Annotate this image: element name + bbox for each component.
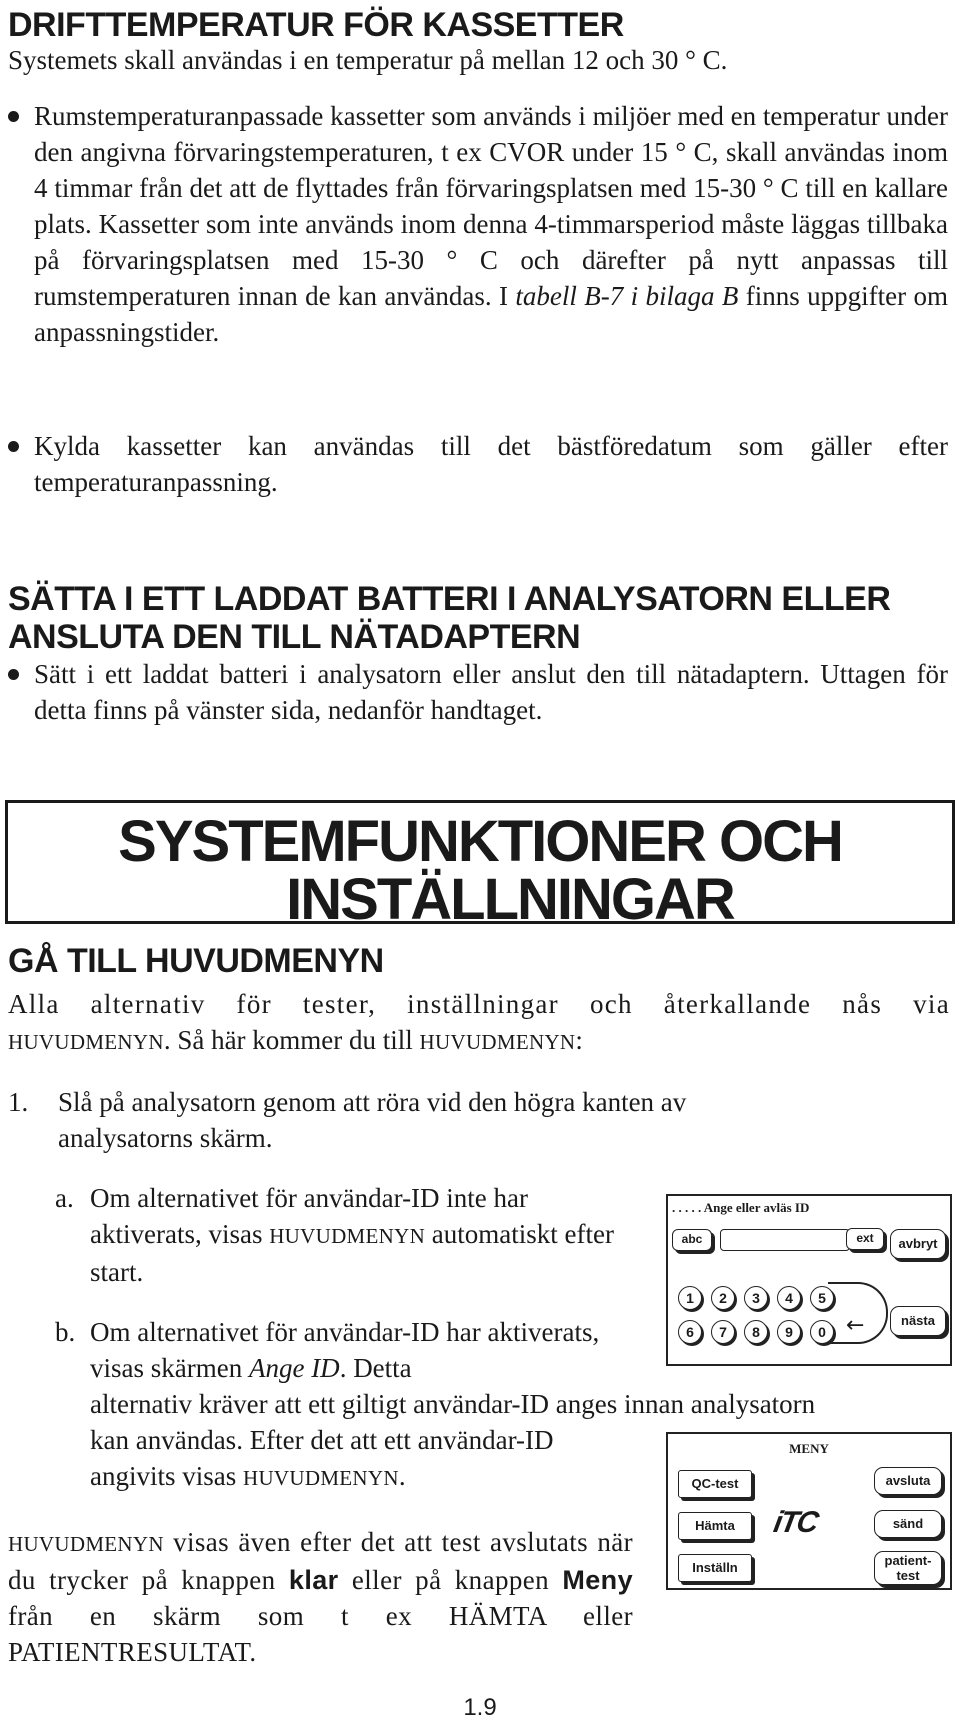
- screen-title-text: Ange eller avläs ID: [703, 1200, 810, 1215]
- chapter-title-box: [5, 800, 955, 932]
- text: . Detta: [339, 1353, 412, 1383]
- screen-title: [672, 1200, 809, 1216]
- text: eller på knappen: [351, 1565, 550, 1595]
- avsluta-button[interactable]: avsluta: [874, 1467, 942, 1495]
- step-text: Slå på analysatorn genom att röra vid den högra kanten av analysatorns skärm.: [58, 1087, 687, 1153]
- patient-test-button[interactable]: patient- test: [874, 1551, 942, 1585]
- text: visas även efter det att test avslutats när du trycker på knappen: [8, 1527, 633, 1595]
- list-item: [8, 656, 948, 728]
- dots-icon: . . . . .: [672, 1200, 702, 1215]
- meny-button-ref: Meny: [562, 1565, 633, 1595]
- section-heading-cassette-temp: DRIFTTEMPERATUR FÖR KASSETTER: [8, 6, 624, 44]
- key-4[interactable]: 4: [777, 1286, 801, 1310]
- main-menu-intro-cont: [8, 1022, 583, 1060]
- ext-button[interactable]: ext: [846, 1228, 884, 1250]
- key-7[interactable]: 7: [711, 1320, 735, 1344]
- list-item: [8, 98, 948, 350]
- text: . Så här kommer du till: [163, 1025, 413, 1055]
- heading-line: SÄTTA I ETT LADDAT BATTERI I ANALYSATORN ELLER: [8, 580, 891, 618]
- menu-name: HUVUDMENYN: [269, 1224, 426, 1248]
- page-number: 1.9: [463, 1694, 497, 1721]
- key-8[interactable]: 8: [744, 1320, 768, 1344]
- itc-logo: iTC: [771, 1506, 820, 1539]
- chapter-title: [8, 809, 952, 932]
- bullet-text: Sätt i ett laddat batteri i analysatorn eller anslut den till nätadaptern. Uttagen för detta finns på vänster sida, nedanför handtaget.: [34, 659, 948, 725]
- heading-line: ANSLUTA DEN TILL NÄTADAPTERN: [8, 618, 581, 656]
- backspace-arrow-icon[interactable]: ←: [846, 1313, 865, 1338]
- chapter-title-line: SYSTEMFUNKTIONER OCH: [118, 809, 842, 874]
- bullet-text: Rumstemperaturanpassade kassetter som används i miljöer med en temperatur under den angivna förvaringstemperaturen, t ex CVOR under 15 ° C, skall användas inom 4 timmar från det att de flyttades från förvaringsplatsen med 15-30 ° C till en kallare plats. Kassetter som inte används inom denna 4-timmarsperiod måste läggas tillbaka på förvaringsplatsen med 15-30 ° C och därefter på nytt anpassas till rumstemperaturen innan de kan användas. I: [34, 101, 948, 311]
- text: automatiskt efter start.: [90, 1219, 614, 1287]
- final-paragraph: [8, 1524, 633, 1670]
- key-9[interactable]: 9: [777, 1320, 801, 1344]
- installn-button[interactable]: Inställn: [678, 1554, 752, 1582]
- hamta-button[interactable]: Hämta: [678, 1512, 752, 1540]
- key-0[interactable]: 0: [810, 1320, 834, 1344]
- menu-name: HUVUDMENYN: [419, 1030, 576, 1054]
- key-2[interactable]: 2: [711, 1286, 735, 1310]
- section-heading-battery: [8, 580, 890, 656]
- klar-button-ref: klar: [288, 1565, 339, 1595]
- menu-title: MENY: [789, 1441, 829, 1456]
- key-6[interactable]: 6: [678, 1320, 702, 1344]
- next-button[interactable]: nästa: [890, 1306, 946, 1336]
- screen-name: Ange ID: [248, 1353, 340, 1383]
- bullet-icon: [8, 111, 19, 122]
- key-1[interactable]: 1: [678, 1286, 702, 1310]
- bullet-icon: [8, 441, 19, 452]
- menu-name: HUVUDMENYN: [8, 1532, 164, 1556]
- text-line: kan användas. Efter det att ett användar-ID angivits visas HUVUDMENYN.: [90, 1425, 554, 1491]
- qc-test-button[interactable]: QC-test: [678, 1470, 752, 1498]
- substep-label: a.: [55, 1183, 74, 1213]
- enter-id-screen: [666, 1194, 952, 1366]
- bullet-text: Kylda kassetter kan användas till det bästföredatum som gäller efter temperaturanpassning.: [34, 431, 948, 497]
- text: Om alternativet för användar-ID inte har aktiverats, visas: [90, 1183, 529, 1249]
- substep-label: b.: [55, 1317, 76, 1347]
- menu-name: HUVUDMENYN: [243, 1466, 399, 1490]
- main-menu-intro: Alla alternativ för tester, inställningar och återkallande nås via: [8, 989, 950, 1019]
- table-reference: tabell B-7 i bilaga B: [515, 281, 739, 311]
- list-item: [8, 428, 948, 500]
- text: :: [575, 1025, 583, 1055]
- id-input[interactable]: [720, 1229, 850, 1251]
- substep-text: [90, 1180, 630, 1290]
- abc-button[interactable]: abc: [672, 1229, 712, 1251]
- intro-text: Systemets skall användas i en temperatur på mellan 12 och 30 ° C.: [8, 45, 728, 75]
- main-menu-screen: [666, 1432, 952, 1590]
- key-5[interactable]: 5: [810, 1286, 834, 1310]
- text: från en skärm som t ex HÄMTA eller PATIENTRESULTAT.: [8, 1601, 633, 1667]
- text-line: alternativ kräver att ett giltigt användar-ID anges innan analysatorn: [90, 1389, 816, 1419]
- bullet-text-end: finns uppgifter om anpassningstider.: [34, 281, 948, 347]
- key-3[interactable]: 3: [744, 1286, 768, 1310]
- chapter-title-line: INSTÄLLNINGAR: [286, 867, 734, 932]
- menu-name: HUVUDMENYN: [8, 1030, 164, 1054]
- bullet-icon: [8, 669, 19, 680]
- section-heading-main-menu: GÅ TILL HUVUDMENYN: [8, 942, 384, 980]
- sand-button[interactable]: sänd: [874, 1510, 942, 1538]
- cancel-button[interactable]: avbryt: [890, 1229, 946, 1259]
- text: Om alternativet för användar-ID har aktiverats, visas skärmen: [90, 1317, 600, 1383]
- step-number: 1.: [8, 1087, 29, 1117]
